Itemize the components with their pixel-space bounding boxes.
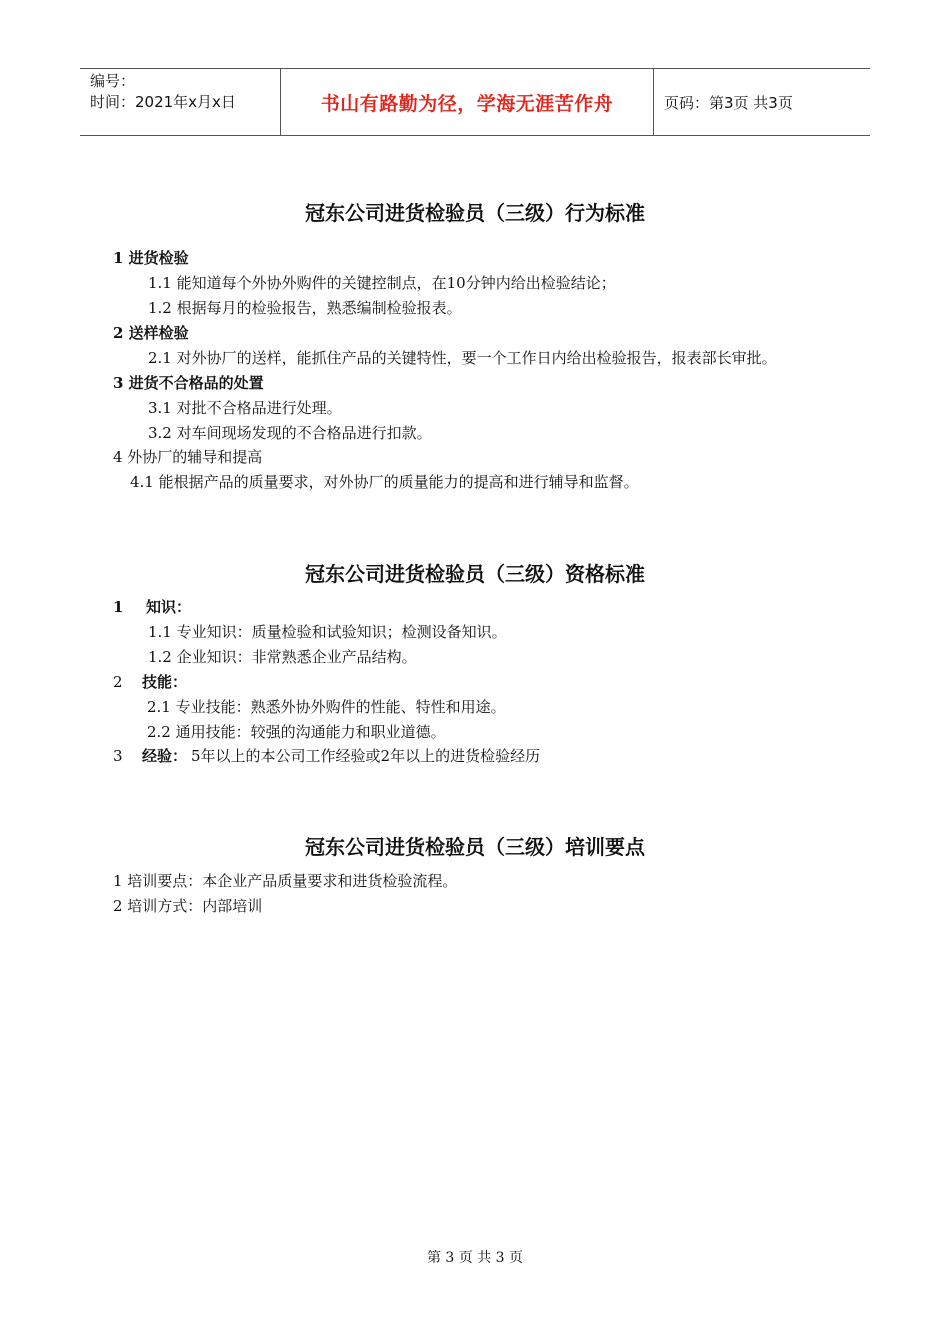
qualification-knowledge-1-1: 1.1 专业知识：质量检验和试验知识；检测设备知识。	[148, 623, 507, 641]
qualification-knowledge-1-2: 1.2 企业知识：非常熟悉企业产品结构。	[148, 648, 417, 666]
qualification-experience-text: 5年以上的本公司工作经验或2年以上的进货检验经历	[191, 747, 541, 765]
behavior-item-3-1: 3.1 对批不合格品进行处理。	[148, 399, 342, 417]
qualification-knowledge-number: 1	[113, 598, 124, 616]
qualification-title: 冠东公司进货检验员（三级）资格标准	[305, 562, 645, 586]
page-footer: 第 3 页 共 3 页	[426, 1250, 524, 1266]
behavior-item-3-2: 3.2 对车间现场发现的不合格品进行扣款。	[148, 424, 432, 442]
behavior-section-3-heading: 3 进货不合格品的处置	[113, 374, 264, 392]
training-item-1: 1 培训要点：本企业产品质量要求和进货检验流程。	[113, 872, 458, 890]
qualification-knowledge-label: 知识：	[146, 598, 192, 616]
behavior-item-4-1: 4.1 能根据产品的质量要求，对外协厂的质量能力的提高和进行辅导和监督。	[130, 473, 639, 491]
behavior-section-2-heading: 2 送样检验	[113, 324, 189, 342]
time-label: 时间：2021年x月x日	[90, 93, 236, 111]
qualification-skill-2-2: 2.2 通用技能：较强的沟通能力和职业道德。	[147, 723, 446, 741]
behavior-section-4-heading: 4 外协厂的辅导和提高	[113, 448, 263, 466]
behavior-section-1-heading: 1 进货检验	[113, 249, 189, 267]
page-info-text: 页码：第3页 共3页	[664, 93, 793, 112]
header-motto-cell	[281, 69, 654, 135]
header-meta	[80, 69, 281, 135]
qualification-experience-number: 3	[113, 747, 123, 765]
header-motto: 书山有路勤为径，学海无涯苦作舟	[320, 92, 614, 115]
header-page-info	[654, 69, 870, 135]
training-title: 冠东公司进货检验员（三级）培训要点	[305, 835, 645, 859]
behavior-title: 冠东公司进货检验员（三级）行为标准	[305, 201, 645, 225]
behavior-item-1-1: 1.1 能知道每个外协外购件的关键控制点，在10分钟内给出检验结论；	[148, 274, 616, 292]
qualification-skill-2-1: 2.1 专业技能：熟悉外协外购件的性能、特性和用途。	[147, 698, 506, 716]
behavior-item-2-1: 2.1 对外协厂的送样，能抓住产品的关键特性，要一个工作日内给出检验报告，报表部长审批。	[148, 349, 777, 367]
qualification-skill-label: 技能：	[142, 673, 188, 691]
document-header	[80, 68, 870, 136]
behavior-item-1-2: 1.2 根据每月的检验报告，熟悉编制检验报表。	[148, 299, 462, 317]
qualification-skill-number: 2	[113, 673, 123, 691]
number-label: 编号：	[90, 72, 136, 90]
qualification-experience-label: 经验：	[142, 747, 188, 765]
training-item-2: 2 培训方式：内部培训	[113, 897, 263, 915]
